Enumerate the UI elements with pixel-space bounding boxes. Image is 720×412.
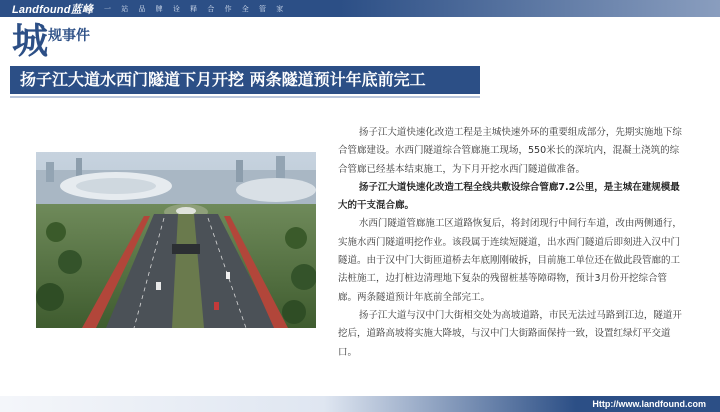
article-paragraph-highlight: 扬子江大道快速化改造工程全线共敷设综合管廊7.2公里，是主城在建规模最大的干支混合廊。 [338, 181, 680, 212]
article-paragraph: 扬子江大道快速化改造工程是主城快速外环的重要组成部分，先期实施地下综合管廊建设。水西门隧道综合管廊施工现场，550米长的深坑内，混凝土浇筑的综合管廊已经基本结束施工，为下月开挖水西门隧道做准备。 [338, 127, 682, 175]
top-banner [0, 0, 720, 17]
footer-url[interactable]: Http://www.landfound.com [592, 399, 706, 409]
aerial-illustration [36, 152, 316, 328]
section-label: 规事件 [48, 28, 90, 44]
brand-slogan: 一 站 品 牌 诠 释 合 作 全 管 家 [104, 5, 288, 13]
aerial-photo [36, 152, 316, 328]
top-banner-fade [340, 0, 720, 17]
brand-logo: Landfound蓝峰 [12, 4, 94, 16]
article-paragraph: 扬子江大道与汉中门大街相交处为高坡道路，市民无法过马路到江边，隧道开挖后，道路高坡将实施大降坡，与汉中门大街路面保持一致，设置红绿灯平交道口。 [338, 309, 682, 358]
title-underline [10, 96, 480, 98]
article-paragraph: 水西门隧道管廊施工区道路恢复后，将封闭现行中间行车道，改由两侧通行，实施水西门隧道明挖作业。该段属于连续短隧道，出水西门隧道后即刻进入汉中门隧道。由于汉中门大街匝道桥去年底刚刚破拆，目前施工单位还在做此段管廊的工法桩施工，边打桩边清理地下复杂的残留桩基等障碍物，预计3月份开挖综合管廊。两条隧道预计年底前全部完工。 [338, 218, 682, 303]
section-big-character: 城 [12, 21, 49, 62]
article-body [338, 124, 684, 362]
page-title: 扬子江大道水西门隧道下月开挖 两条隧道预计年底前完工 [20, 70, 426, 89]
